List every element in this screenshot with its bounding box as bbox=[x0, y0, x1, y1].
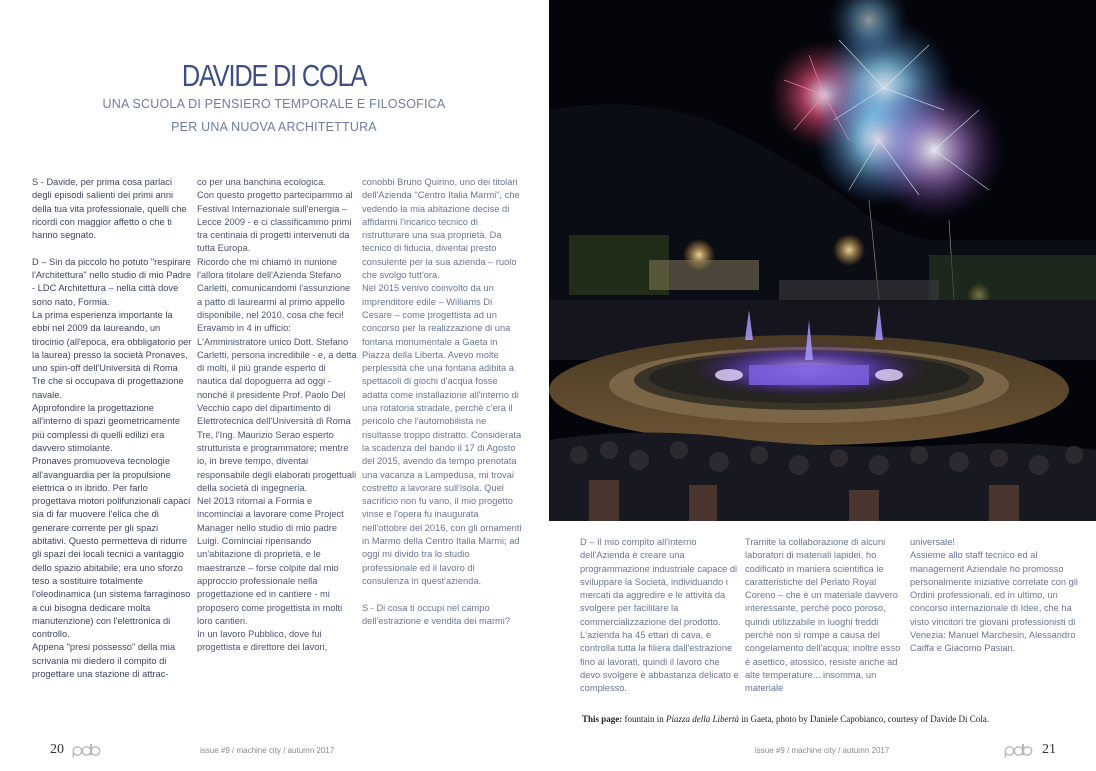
issue-footer-left: issue #9 / machine city / autumn 2017 bbox=[200, 746, 335, 755]
caption-text-before: fountain in bbox=[622, 714, 667, 724]
article-subtitle-line-1: UNA SCUOLA DI PENSIERO TEMPORALE E FILOSOFICA bbox=[102, 97, 446, 111]
pdb-logo-mark bbox=[1004, 742, 1034, 758]
paragraph: co per una banchina ecologica. bbox=[197, 177, 326, 187]
paragraph: Eravamo in 4 in ufficio: L'Amministratore unico Dott. Stefano Carletti, persona incredibile - e, a detta di molti, il più grande esperto di nautica dal dopoguerra ad oggi - nonché il presidente Prof. Paolo Del Vecchio capo del dipartimento di Elettrotecnica dell'Università di Roma Tre, l'Ing. Maurizio Serao esperto strutturista e programmatore; mentre io, in breve tempo, diventai responsabile degli elaborati progettuali della società di ingegneria. bbox=[197, 323, 357, 493]
paragraph: La prima esperienza importante la ebbi nel 2009 da laureando, un tirocinio (all'epoca, era obbligatorio per la laurea) presso la società Pronaves, uno spin-off dell'Università di Roma Tre che si occupava di progettazione navale. bbox=[32, 309, 192, 400]
paragraph: S - Di cosa ti occupi nel campo dell'estrazione e vendita dei marmi? bbox=[362, 602, 511, 626]
paragraph: Con questo progetto partecipammo al Festival Internazionale sull'energia – Lecce 2009 - e ci classificammo primi tra centinaia di progetti intervenuti da tutta Europa. bbox=[197, 190, 353, 254]
paragraph: Pronaves promuoveva tecnologie all'avanguardia per la propulsione elettrica o in ibrido. Per farlo progettava motori polifunzionali capaci sia di far muovere l'elica che di generare corrente per gli spazi abitativi. Questo permetteva di ridurre gli spazi dei locali tecnici a vantaggio dello spazio abitabile; era uno sforzo teso a sostituire totalmente l'oleodinamica (un sistema farraginoso a cui bisogna dedicare molta manutenzione) con l'elettronica di controllo. bbox=[32, 456, 191, 640]
text-column-6 bbox=[910, 536, 1078, 706]
paragraph: D – Il mio compito all'interno dell'Azienda è creare una programmazione industriale capace di sviluppare la Società, individuando i mercati da aggredire e le attività da svolgere per facilitare la commercializzazione del prodotto. L'azienda ha 45 ettari di cava, e controlla tutta la filiera dall'estrazione fino ai lavorati, quindi il lavoro che devo svolgere è abbastanza delicato e complesso. bbox=[580, 537, 739, 694]
paragraph: Assieme allo staff tecnico ed al management Aziendale ho promosso personalmente iniziative correlate con gli Ordini professionali, ed in ultimo, un concorso internazionale di Idee, che ha visto vincitori tre giovani professionisti di Venezia: Manuel Marchesin, Alessandro Caiffa e Giacomo Pasian. bbox=[910, 550, 1078, 654]
paragraph: Ricordo che mi chiamò in riunione l'allora titolare dell'Azienda Stefano Carletti, comunicandomi l'assunzione a patto di laurearmi al primo appello disponibile, nel 2010, cosa che feci! bbox=[197, 256, 351, 320]
pdb-logo-mark bbox=[72, 742, 102, 758]
text-column-3 bbox=[362, 176, 522, 716]
caption-place: Piazza della Libertà bbox=[666, 714, 740, 724]
paragraph: S - Davide, per prima cosa parlaci degli episodi salienti dei primi anni della tua vita professionale, quelli che ricordi con maggior affetto o che ti hanno segnato. bbox=[32, 177, 187, 241]
paragraph: Approfondire la progettazione all'interno di spazi geometricamente più complessi di quelli edilizi era davvero stimolante. bbox=[32, 403, 181, 453]
text-column-2 bbox=[197, 176, 357, 716]
pdb-logo-left bbox=[72, 742, 102, 762]
photo-caption bbox=[582, 714, 1082, 725]
article-title: DAVIDE DI COLA bbox=[181, 58, 367, 93]
paragraph: Tramite la collaborazione di alcuni laboratori di materiali lapidei, ho codificato in maniera scientifica le caratteristiche del Perlato Royal Coreno – che è un materiale davvero interessante, perchè poco poroso, quindi utilizzabile in luoghi freddi perchè non si rompe a causa del congelamento dell'acqua; inoltre esso è asettico, atossico, resiste anche ad alte temperature... insomma, un materiale bbox=[745, 537, 901, 694]
page-number-left: 20 bbox=[50, 742, 64, 757]
issue-footer-right: issue #9 / machine city / autumn 2017 bbox=[755, 746, 890, 755]
paragraph: Nel 2013 ritornai a Formia e incominciai a lavorare come Project Manager nello studio di mio padre Luigi. Cominciai ripensando un'abitazione di proprietà, e le maestranze – forse colpite dal mio approccio professionale nella progettazione ed in cantiere - mi proposero come progettista in molti loro cantieri. bbox=[197, 496, 344, 626]
right-page bbox=[548, 0, 1096, 771]
article-subtitle-line-2: PER UNA NUOVA ARCHITETTURA bbox=[171, 120, 377, 134]
paragraph: Appena "presi possesso" della mia scrivania mi diedero il compito di progettare una stazione di attrac- bbox=[32, 642, 176, 679]
paragraph: universale! bbox=[910, 537, 955, 547]
paragraph: D – Sin da piccolo ho potuto "respirare l'Architettura" nello studio di mio Padre - LDC Architettura – nella città dove sono nato, Formia. bbox=[32, 256, 192, 307]
caption-text-after: in Gaeta, photo by Daniele Capobianco, courtesy of Davide Di Cola. bbox=[739, 714, 989, 724]
caption-label: This page: bbox=[582, 714, 623, 724]
text-column-5 bbox=[745, 536, 905, 706]
page-number-right: 21 bbox=[1042, 742, 1056, 757]
photo-illustration bbox=[549, 0, 1096, 521]
text-column-4 bbox=[580, 536, 740, 706]
text-column-1 bbox=[32, 176, 192, 716]
paragraph: conobbi Bruno Quirino, uno dei titolari dell'Azienda "Centro Italia Marmi", che vedendo la mia abitazione decise di affidarmi l'incarico tecnico di ristrutturare una sua proprietà. Da tecnico di fiducia, diventai presto consulente per la sua azienda – ruolo che svolgo tutt'ora. bbox=[362, 177, 520, 281]
paragraph: Nel 2015 venivo coinvolto da un imprenditore edile – Williams Di Cesare – come progettista ad un concorso per la realizzazione di una fontana monumentale a Gaeta in Piazza della Liberta. Avevo molte perplessità che una fontana adibita a spettacoli di giochi d'acqua fosse adatta come installazione all'interno di una rotatoria stradale, perchè c'era il pericolo che l'automobilista ne risultasse troppo distratto. Considerata la scadenza del bando il 17 di Agosto del 2015, avendo da tempo prenotata una vacanza a Lampedusa, mi trovai costretto a lavorare sull'isola. Quel sacrificio non fu vano, il mio progetto vinse e l'opera fu inaugurata nell'ottobre del 2016, con gli ornamenti in Marmo della Centro Italia Marmi; ad oggi mi divido tra lo studio professionale ed il lavoro di consulenza in quest'azienda. bbox=[362, 283, 522, 586]
paragraph: In un lavoro Pubblico, dove fui progettista e direttore dei lavori, bbox=[197, 629, 328, 653]
fountain-fireworks-photo bbox=[549, 0, 1096, 521]
pdb-logo-right bbox=[1004, 742, 1034, 762]
